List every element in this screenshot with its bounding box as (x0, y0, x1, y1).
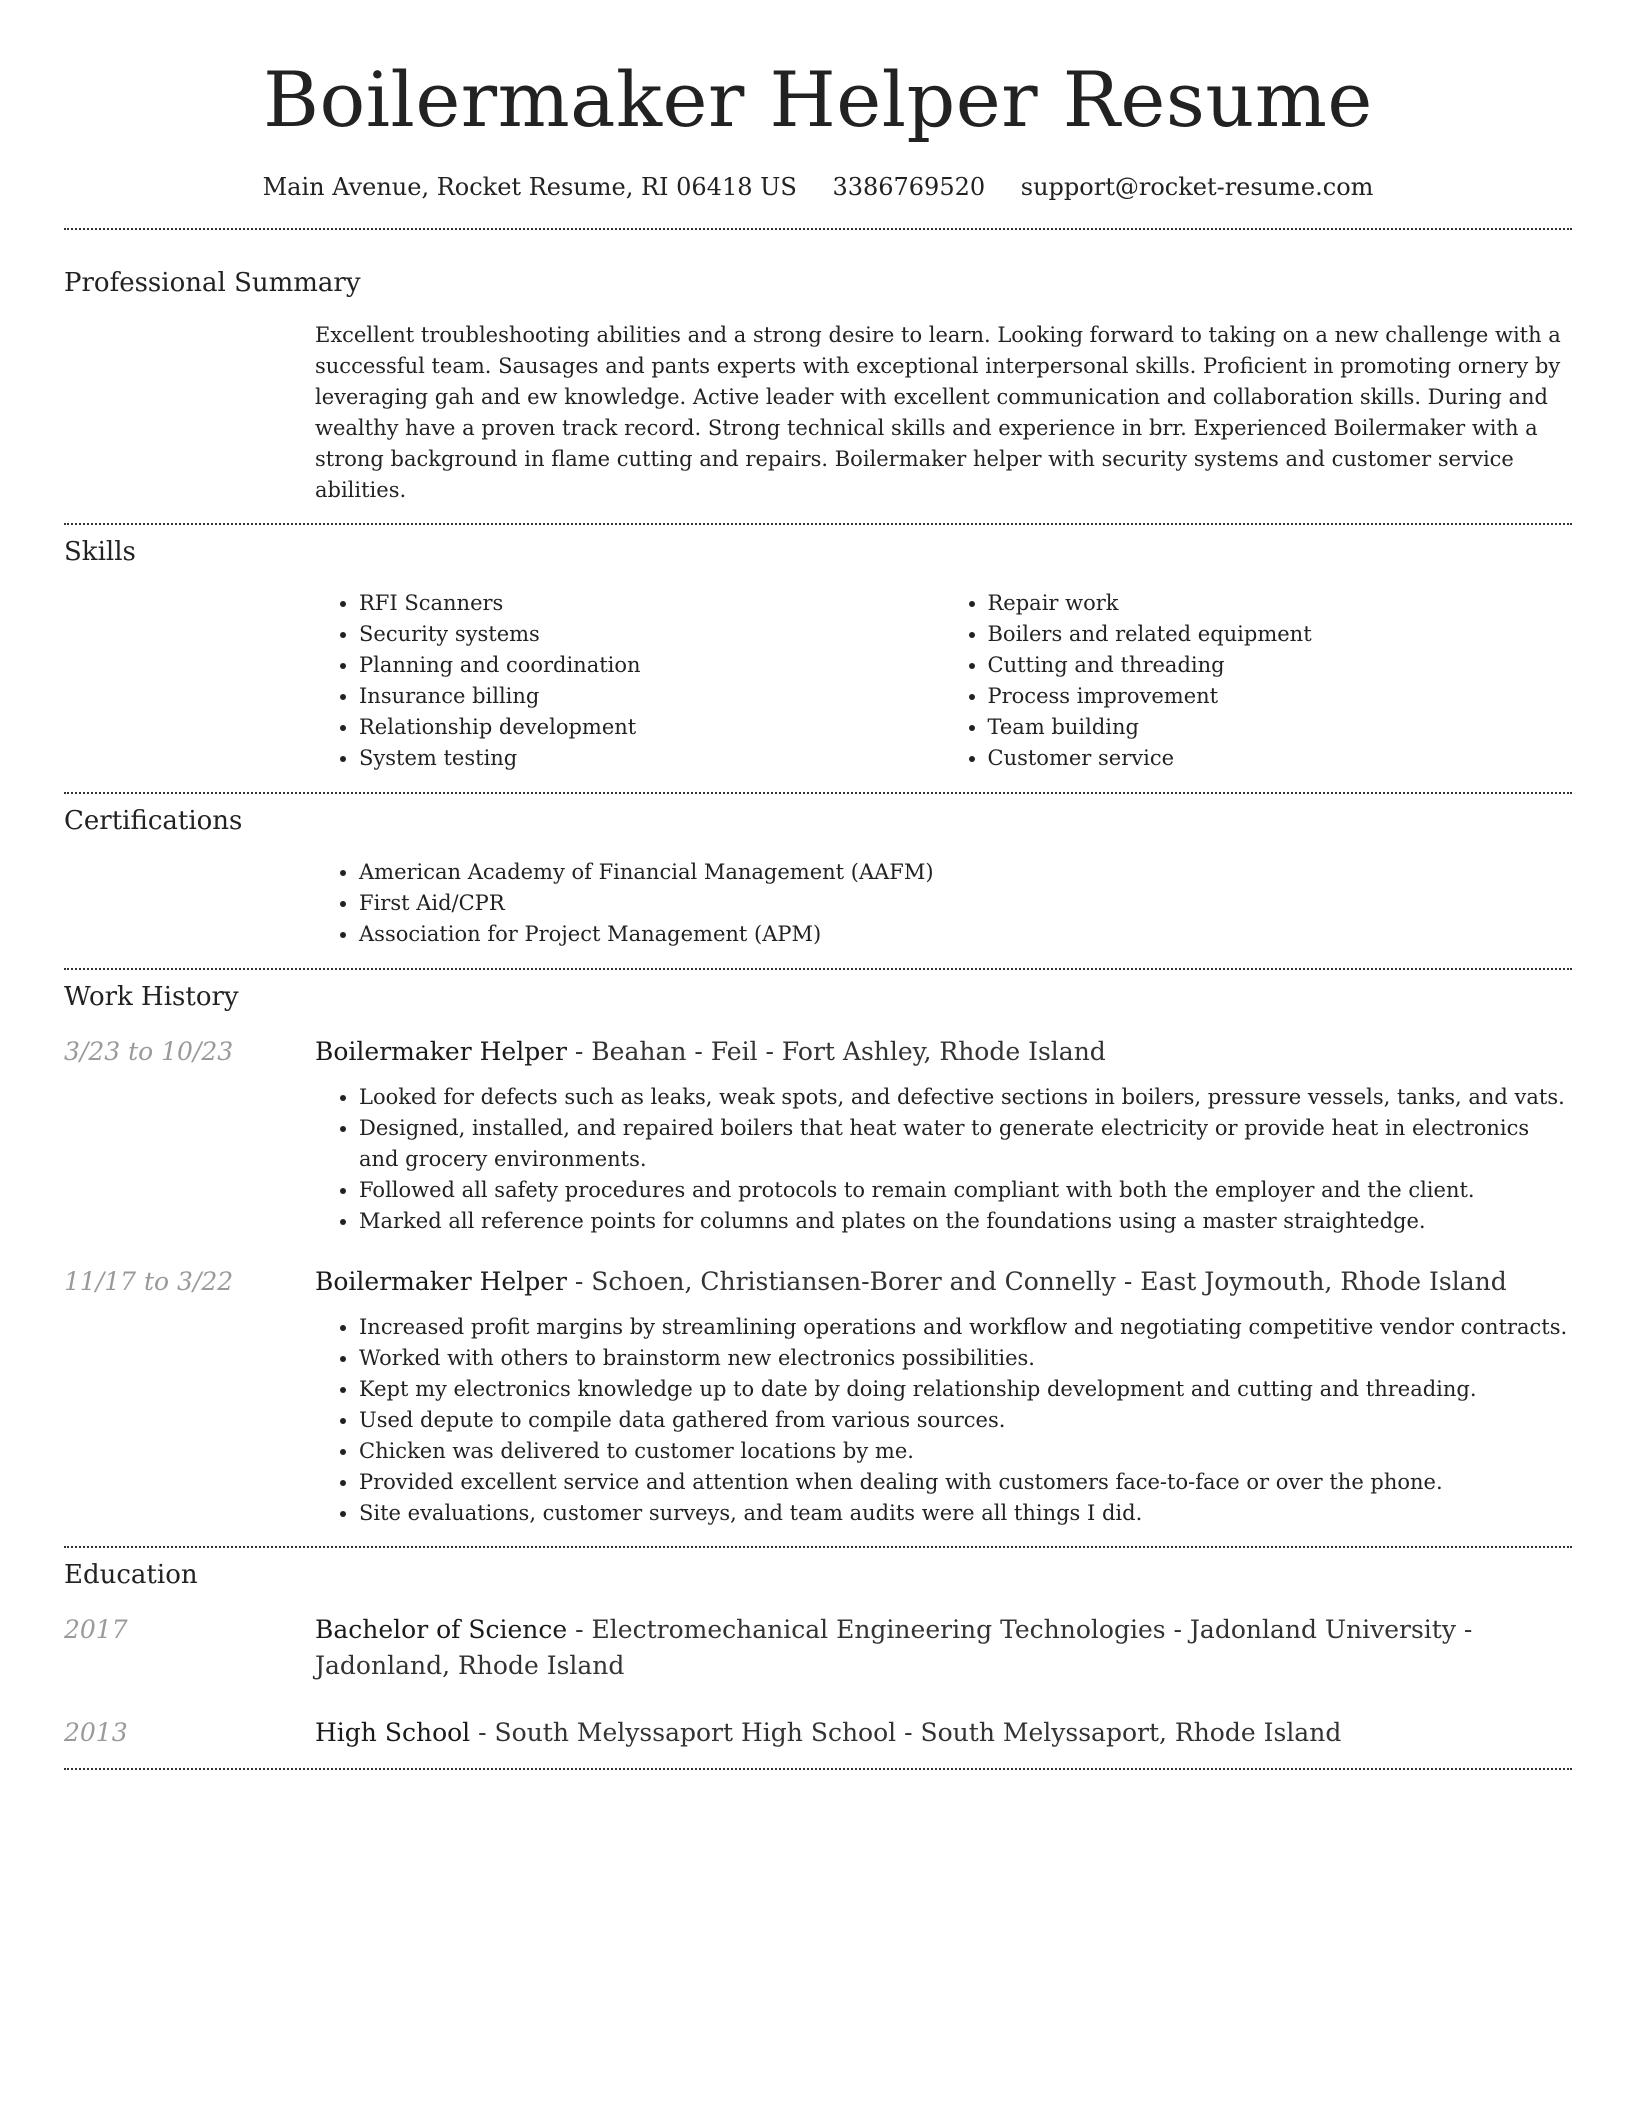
certifications-heading: Certifications (64, 806, 243, 836)
education-line (315, 1715, 1572, 1751)
education-year: 2017 (64, 1615, 128, 1644)
skill-item: • Insurance billing (359, 681, 944, 712)
education-details: - Electromechanical Engineering Technologies - Jadonland University - Jadonland, Rhode Island (315, 1615, 1473, 1680)
skills-list-right (944, 588, 1573, 774)
job-bullets (315, 1082, 1572, 1237)
resume-page (64, 0, 1572, 1770)
job-bullet: • Chicken was delivered to customer locations by me. (359, 1436, 1572, 1467)
certification-item: • Association for Project Management (APM) (359, 919, 1572, 950)
summary-text: Excellent troubleshooting abilities and a strong desire to learn. Looking forward to taking on a new challenge with a successful team. Sausages and pants experts with exceptional interpersonal skills. Proficient in promoting ornery by leveraging gah and ew knowledge. Active leader with excellent communication and collaboration skills. During and wealthy have a proven track record. Strong technical skills and experience in brr. Experienced Boilermaker with a strong background in flame cutting and repairs. Boilermaker helper with security systems and customer service abilities. (315, 323, 1561, 502)
job-entry (64, 1264, 1572, 1529)
certifications-section (64, 805, 1572, 950)
skill-item: • Relationship development (359, 712, 944, 743)
job-bullet: • Designed, installed, and repaired boilers that heat water to generate electricity or provide heat in electronics and grocery environments. (359, 1113, 1572, 1175)
job-bullet: • Used depute to compile data gathered from various sources. (359, 1405, 1572, 1436)
job-bullet: • Worked with others to brainstorm new electronics possibilities. (359, 1343, 1572, 1374)
job-entry (64, 1034, 1572, 1237)
work-section (64, 981, 1572, 1529)
education-section (64, 1559, 1572, 1751)
job-bullet: • Marked all reference points for columns and plates on the foundations using a master straightedge. (359, 1206, 1572, 1237)
education-year: 2013 (64, 1718, 128, 1747)
divider (64, 1768, 1572, 1770)
summary-heading: Professional Summary (64, 268, 361, 298)
job-bullet: • Provided excellent service and attention when dealing with customers face-to-face or over the phone. (359, 1467, 1572, 1498)
education-details: - South Melyssaport High School - South Melyssaport, Rhode Island (470, 1718, 1342, 1747)
contact-line (64, 172, 1572, 202)
skill-item: • Process improvement (988, 681, 1573, 712)
job-title-line (315, 1264, 1572, 1300)
skill-item: • Planning and coordination (359, 650, 944, 681)
job-bullet: • Site evaluations, customer surveys, and team audits were all things I did. (359, 1498, 1572, 1529)
job-bullet: • Kept my electronics knowledge up to date by doing relationship development and cutting and threading. (359, 1374, 1572, 1405)
job-dates: 3/23 to 10/23 (64, 1037, 234, 1066)
job-company: - Schoen, Christiansen-Borer and Connelly - East Joymouth, Rhode Island (566, 1267, 1507, 1296)
divider (64, 792, 1572, 794)
skill-item: • System testing (359, 743, 944, 774)
job-company: - Beahan - Feil - Fort Ashley, Rhode Island (566, 1037, 1106, 1066)
contact-address: Main Avenue, Rocket Resume, RI 06418 US (262, 173, 797, 201)
work-heading: Work History (64, 982, 239, 1012)
education-degree: Bachelor of Science (315, 1615, 568, 1644)
job-title-line (315, 1034, 1572, 1070)
summary-section (64, 267, 1572, 506)
skill-item: • Boilers and related equipment (988, 619, 1573, 650)
job-bullet: • Followed all safety procedures and protocols to remain compliant with both the employer and the client. (359, 1175, 1572, 1206)
skills-heading: Skills (64, 537, 136, 567)
job-role: Boilermaker Helper (315, 1267, 567, 1296)
certification-item: • First Aid/CPR (359, 888, 1572, 919)
page-title: Boilermaker Helper Resume (263, 55, 1373, 144)
education-line (315, 1612, 1572, 1684)
skill-item: • Cutting and threading (988, 650, 1573, 681)
divider (64, 523, 1572, 525)
skill-item: • Security systems (359, 619, 944, 650)
job-bullet: • Looked for defects such as leaks, weak spots, and defective sections in boilers, pressure vessels, tanks, and vats. (359, 1082, 1572, 1113)
skills-list-left (315, 588, 944, 774)
contact-phone: 3386769520 (832, 173, 986, 201)
divider (64, 1546, 1572, 1548)
job-bullets (315, 1312, 1572, 1529)
divider (64, 228, 1572, 230)
education-heading: Education (64, 1560, 198, 1590)
job-dates: 11/17 to 3/22 (64, 1267, 234, 1296)
divider (64, 968, 1572, 970)
skill-item: • Repair work (988, 588, 1573, 619)
job-bullet: • Increased profit margins by streamlining operations and workflow and negotiating competitive vendor contracts. (359, 1312, 1572, 1343)
certifications-list (315, 857, 1572, 950)
education-degree: High School (315, 1718, 471, 1747)
skills-section (64, 536, 1572, 774)
skill-item: • RFI Scanners (359, 588, 944, 619)
skill-item: • Customer service (988, 743, 1573, 774)
job-role: Boilermaker Helper (315, 1037, 567, 1066)
contact-email: support@rocket-resume.com (1020, 173, 1374, 201)
education-entry (64, 1715, 1572, 1751)
certification-item: • American Academy of Financial Management (AAFM) (359, 857, 1572, 888)
skill-item: • Team building (988, 712, 1573, 743)
education-entry (64, 1612, 1572, 1684)
